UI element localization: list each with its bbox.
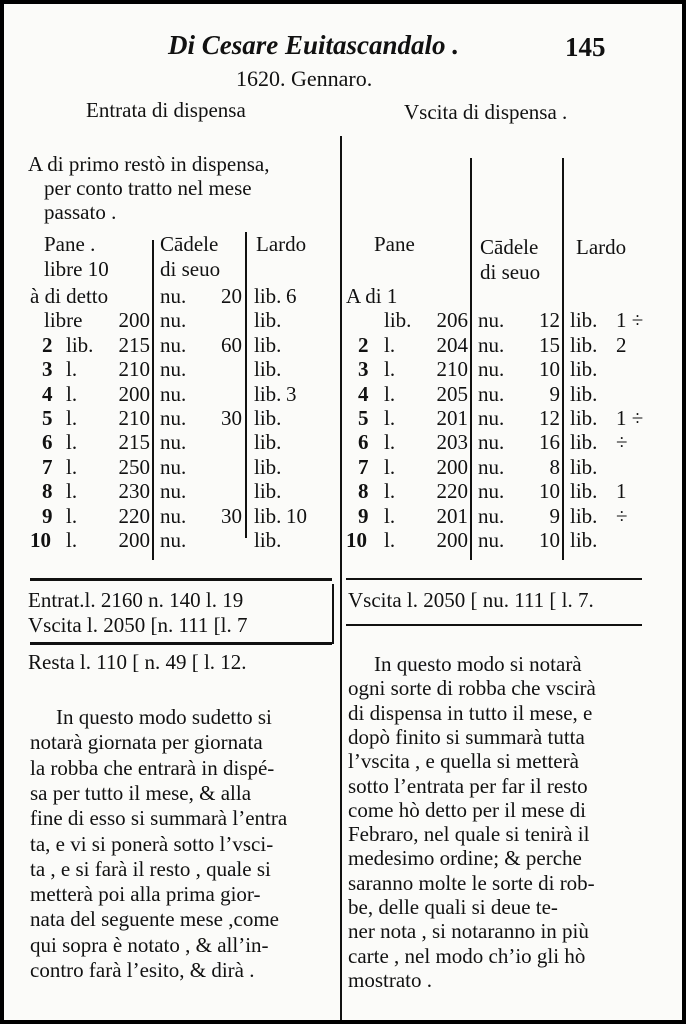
right-column-rule xyxy=(470,158,472,560)
row-candele-value: 16 xyxy=(539,430,560,455)
row-candele-unit: nu. xyxy=(160,454,187,479)
row-lardo-unit: lib. xyxy=(254,284,282,308)
row-pane-unit: l. xyxy=(384,357,396,382)
right-paragraph-line: sotto l’entrata per far il resto xyxy=(348,773,588,798)
row-candele-value: 10 xyxy=(539,528,560,552)
left-paragraph-line: In questo modo sudetto si xyxy=(56,705,272,729)
row-lardo-unit: lib. xyxy=(254,503,282,528)
row-pane-value: 205 xyxy=(436,381,468,406)
row-pane-unit: l. xyxy=(66,479,78,504)
row-lardo-unit: lib. xyxy=(254,528,282,552)
row-pane-unit: l. xyxy=(384,503,396,528)
column-header-pane: Pane xyxy=(374,232,415,256)
row-pane-value: 201 xyxy=(436,406,468,430)
row-lardo-value: 3 xyxy=(286,381,297,406)
row-candele-unit: nu. xyxy=(160,332,187,357)
row-candele-unit: nu. xyxy=(478,454,505,479)
left-paragraph-line: notarà giornata per giornata xyxy=(30,730,263,755)
row-day: 4 xyxy=(358,381,369,406)
row-pane-value: 215 xyxy=(118,332,150,357)
center-divider xyxy=(340,136,342,1020)
left-paragraph-line: fine di esso si summarà l’entra xyxy=(30,806,288,831)
row-candele-unit: nu. xyxy=(160,284,187,308)
intro-line: A di primo restò in dispensa, xyxy=(28,152,270,176)
row-lardo-unit: lib. xyxy=(570,381,598,406)
right-paragraph-line: carte , nel modo ch’io gli hò xyxy=(348,943,586,968)
left-column-rule xyxy=(245,232,247,538)
row-pane-unit: lib. xyxy=(66,332,94,357)
row-candele-unit: nu. xyxy=(160,381,187,406)
row-day: 5 xyxy=(358,406,369,430)
row-candele-value: 9 xyxy=(549,503,560,528)
row-lardo-unit: lib. xyxy=(254,454,282,479)
row-pane-value: 250 xyxy=(118,454,150,479)
rule xyxy=(346,578,642,580)
row-pane-unit: l. xyxy=(384,406,396,430)
rule xyxy=(30,642,332,645)
right-paragraph-line: dopò finito si summarà tutta xyxy=(348,724,585,749)
row-pane-unit: l. xyxy=(384,332,396,357)
row-day: 6 xyxy=(358,430,369,455)
row-pane-unit: l. xyxy=(66,381,78,406)
row-candele-unit: nu. xyxy=(478,308,505,333)
row-lardo-unit: lib. xyxy=(570,406,598,430)
row-day: 8 xyxy=(358,479,369,504)
row-candele-unit: nu. xyxy=(478,503,505,528)
row-lardo-unit: lib. xyxy=(254,430,282,455)
left-total-entrata: Entrat.l. 2160 n. 140 l. 19 xyxy=(28,588,244,612)
row-lardo-unit: lib. xyxy=(570,528,598,552)
row-candele-unit: nu. xyxy=(160,479,187,504)
row-candele-value: 30 xyxy=(221,406,242,430)
left-paragraph-line: nata del seguente mese ,come xyxy=(30,907,279,932)
row-pane-value: 210 xyxy=(118,357,150,382)
right-paragraph-line: ner nota , si notaranno in più xyxy=(348,919,589,944)
right-heading: Vscita di dispensa . xyxy=(404,100,568,124)
row-candele-unit: nu. xyxy=(478,479,505,504)
right-paragraph-line: l’vscita , e quella si metterà xyxy=(348,749,579,774)
row-lardo-value: 6 xyxy=(286,284,297,308)
row-day: 10 xyxy=(30,528,51,552)
book-page xyxy=(4,4,682,1020)
row-day: 5 xyxy=(42,406,53,430)
row-day: libre xyxy=(44,308,83,333)
row-candele-value: 12 xyxy=(539,308,560,333)
left-paragraph-line: la robba che entrarà in dispé- xyxy=(30,755,275,780)
running-title: Di Cesare Euitascandalo . xyxy=(168,30,460,60)
row-lardo-unit: lib. xyxy=(254,406,282,430)
row-pane-value: 200 xyxy=(436,528,468,552)
row-lardo-unit: lib. xyxy=(570,454,598,479)
row-pane-unit: lib. xyxy=(384,308,412,333)
row-pane-unit: l. xyxy=(384,528,396,552)
row-pane-value: 210 xyxy=(118,406,150,430)
row-candele-unit: nu. xyxy=(160,357,187,382)
left-column-rule xyxy=(152,240,154,560)
row-day: 7 xyxy=(358,454,369,479)
row-pane-unit: l. xyxy=(66,503,78,528)
row-lardo-unit: lib. xyxy=(254,479,282,504)
row-pane-unit: l. xyxy=(384,479,396,504)
row-candele-unit: nu. xyxy=(478,406,505,430)
right-paragraph-line: be, delle quali si deue te- xyxy=(348,895,558,919)
row-pane-unit: l. xyxy=(384,381,396,406)
rule xyxy=(30,578,332,581)
date-heading: 1620. Gennaro. xyxy=(236,66,373,91)
left-paragraph-line: sa per tutto il mese, & alla xyxy=(30,780,252,805)
right-paragraph-line: In questo modo si notarà xyxy=(374,652,582,676)
column-header-pane: libre 10 xyxy=(44,257,109,281)
row-day: 9 xyxy=(42,503,53,528)
right-paragraph-line: Febraro, nel quale si tenirà il xyxy=(348,822,590,847)
left-total-uscita: Vscita l. 2050 [n. 111 [l. 7 xyxy=(28,613,248,637)
row-day: 8 xyxy=(42,479,53,504)
right-paragraph-line: medesimo ordine; & perche xyxy=(348,846,582,871)
row-candele-value: 12 xyxy=(539,406,560,430)
row-lardo-value: 2 xyxy=(616,332,627,357)
row-pane-value: 210 xyxy=(436,357,468,382)
row-candele-unit: nu. xyxy=(478,332,505,357)
row-lardo-value: ÷ xyxy=(616,503,628,528)
total-box-rule xyxy=(332,584,334,644)
row-day: 2 xyxy=(42,332,53,357)
row-lardo-value: ÷ xyxy=(616,430,628,455)
column-header-candele: Cādele xyxy=(480,235,539,259)
row-pane-value: 220 xyxy=(118,503,150,528)
row-day: 10 xyxy=(346,528,367,552)
row-lardo-unit: lib. xyxy=(254,381,282,406)
row-lardo-unit: lib. xyxy=(570,479,598,504)
intro-line: passato . xyxy=(44,200,117,224)
row-pane-value: 203 xyxy=(436,430,468,455)
row-day: 2 xyxy=(358,332,369,357)
left-paragraph-line: qui sopra è notato , & all’in- xyxy=(30,932,269,957)
column-header-candele: Cādele xyxy=(160,232,219,256)
right-paragraph-line: come hò detto per il mese di xyxy=(348,797,586,822)
rule xyxy=(346,624,642,626)
row-day: 9 xyxy=(358,503,369,528)
page-number: 145 xyxy=(565,32,606,62)
row-lardo-unit: lib. xyxy=(254,308,282,333)
left-paragraph-line: contro farà l’esito, & dirà . xyxy=(30,958,255,982)
right-paragraph-line: di dispensa in tutto il mese, e xyxy=(348,700,593,725)
row-candele-unit: nu. xyxy=(160,528,187,552)
row-day: 7 xyxy=(42,454,53,479)
row-candele-value: 20 xyxy=(221,284,242,308)
row-candele-unit: nu. xyxy=(160,406,187,430)
row-candele-value: 15 xyxy=(539,332,560,357)
row-candele-unit: nu. xyxy=(478,357,505,382)
right-paragraph-line: ogni sorte di robba che vscirà xyxy=(348,676,596,701)
row-candele-unit: nu. xyxy=(478,528,505,552)
left-paragraph-line: ta, e vi si ponerà sotto l’vsci- xyxy=(30,831,274,856)
row-lardo-unit: lib. xyxy=(254,332,282,357)
row-pane-unit: l. xyxy=(384,430,396,455)
right-paragraph-line: saranno molte le sorte di rob- xyxy=(348,870,595,895)
row-pane-unit: l. xyxy=(66,454,78,479)
row-candele-value: 9 xyxy=(549,381,560,406)
column-header-lardo: Lardo xyxy=(256,232,307,256)
column-header-candele: di seuo xyxy=(480,260,541,284)
row-pane-value: 206 xyxy=(436,308,468,333)
row-lardo-value: 10 xyxy=(286,503,307,528)
row-candele-value: 60 xyxy=(221,332,242,357)
row-day: A di 1 xyxy=(346,284,398,308)
row-lardo-value: 1 ÷ xyxy=(616,308,644,333)
row-pane-value: 215 xyxy=(118,430,150,455)
row-day: 6 xyxy=(42,430,53,455)
row-pane-value: 220 xyxy=(436,479,468,504)
row-pane-value: 200 xyxy=(436,454,468,479)
row-pane-value: 200 xyxy=(118,528,150,552)
row-lardo-unit: lib. xyxy=(254,357,282,382)
row-candele-unit: nu. xyxy=(160,503,187,528)
row-day: 3 xyxy=(358,357,369,382)
left-total-resta: Resta l. 110 [ n. 49 [ l. 12. xyxy=(28,650,247,674)
left-paragraph-line: metterà poi alla prima gior- xyxy=(30,882,261,907)
left-heading: Entrata di dispensa xyxy=(86,98,246,122)
row-candele-unit: nu. xyxy=(160,308,187,333)
column-header-candele: di seuo xyxy=(160,257,221,281)
row-candele-unit: nu. xyxy=(160,430,187,455)
right-paragraph-line: mostrato . xyxy=(348,967,432,992)
row-candele-unit: nu. xyxy=(478,381,505,406)
row-pane-unit: l. xyxy=(66,406,78,430)
row-pane-unit: l. xyxy=(66,430,78,455)
left-paragraph-line: ta , e si farà il resto , quale si xyxy=(30,856,271,881)
row-pane-value: 204 xyxy=(436,332,468,357)
row-lardo-value: 1 ÷ xyxy=(616,406,644,430)
row-pane-value: 230 xyxy=(118,479,150,504)
row-pane-unit: l. xyxy=(66,357,78,382)
row-pane-unit: l. xyxy=(66,528,78,552)
column-header-lardo: Lardo xyxy=(576,235,627,259)
intro-line: per conto tratto nel mese xyxy=(44,176,252,200)
row-lardo-unit: lib. xyxy=(570,430,598,455)
row-lardo-unit: lib. xyxy=(570,357,598,382)
row-day: 3 xyxy=(42,357,53,382)
row-candele-value: 30 xyxy=(221,503,242,528)
row-pane-value: 201 xyxy=(436,503,468,528)
row-lardo-unit: lib. xyxy=(570,332,598,357)
row-candele-value: 8 xyxy=(549,454,560,479)
row-candele-unit: nu. xyxy=(478,430,505,455)
right-column-rule xyxy=(562,158,564,560)
right-total-uscita: Vscita l. 2050 [ nu. 111 [ l. 7. xyxy=(348,588,594,612)
row-day: 4 xyxy=(42,381,53,406)
row-pane-value: 200 xyxy=(118,381,150,406)
row-day: à di detto xyxy=(30,284,109,308)
row-candele-value: 10 xyxy=(539,357,560,382)
row-candele-value: 10 xyxy=(539,479,560,504)
row-lardo-unit: lib. xyxy=(570,503,598,528)
row-pane-unit: l. xyxy=(384,454,396,479)
row-lardo-unit: lib. xyxy=(570,308,598,333)
row-pane-value: 200 xyxy=(118,308,150,333)
column-header-pane: Pane . xyxy=(44,232,96,256)
row-lardo-value: 1 xyxy=(616,479,627,504)
